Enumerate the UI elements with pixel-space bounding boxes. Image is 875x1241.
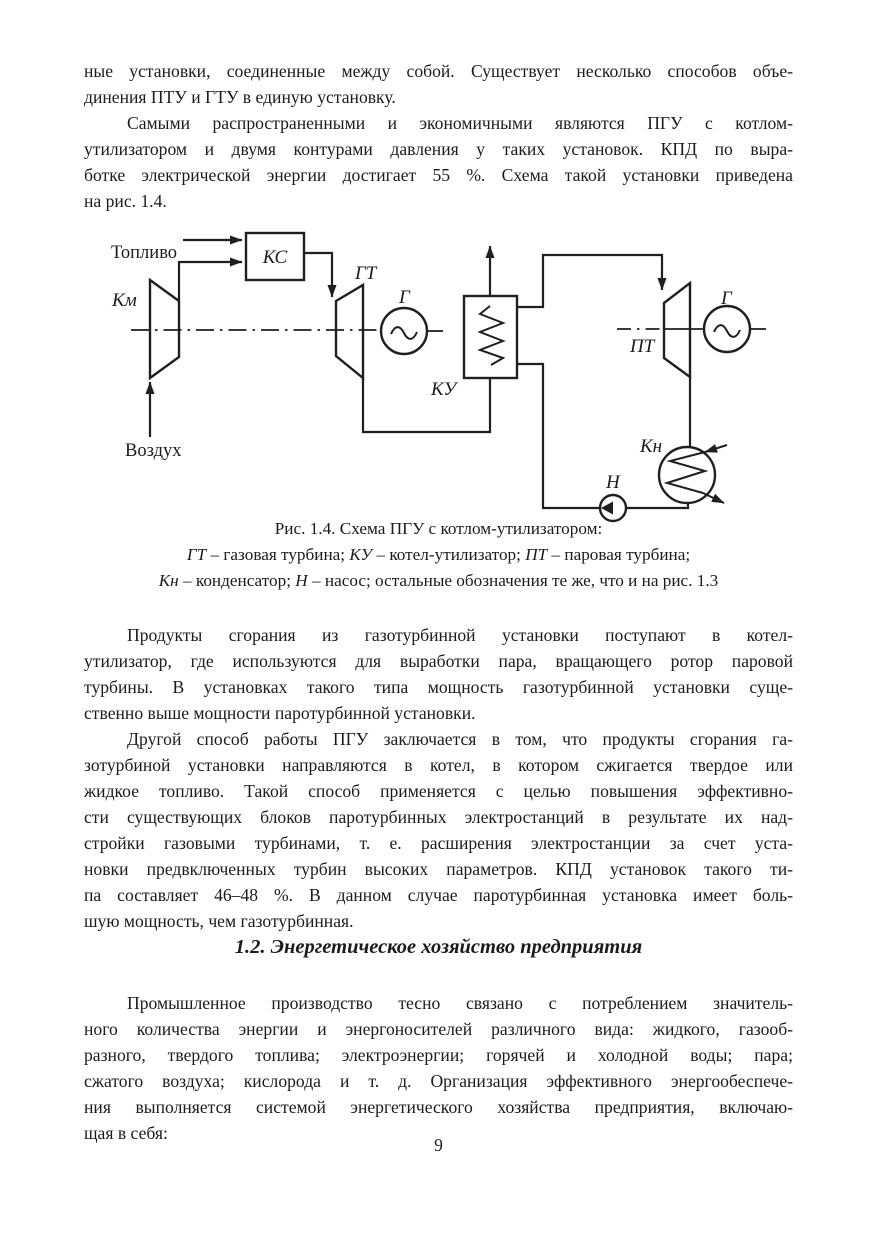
figure-1-4-diagram bbox=[84, 228, 794, 524]
label-pump: Н bbox=[606, 472, 620, 493]
text-line: динения ПТУ и ГТУ в единую установку. bbox=[84, 87, 396, 107]
symbol-abbreviation: Н bbox=[295, 571, 308, 590]
symbol-abbreviation: КУ bbox=[349, 545, 373, 564]
symbol-abbreviation: ПТ bbox=[525, 545, 548, 564]
compressor-symbol bbox=[150, 280, 179, 378]
figure-caption-legend-2 bbox=[84, 568, 793, 594]
section-heading: 1.2. Энергетическое хозяйство предприятия bbox=[234, 936, 643, 958]
condenser-cooling-inlet-arrow bbox=[705, 445, 727, 452]
text-line: утилизатор, где используются для выработки пара, вращающего ротор паровой bbox=[84, 651, 793, 671]
symbol-abbreviation: ГТ bbox=[186, 545, 207, 564]
steam-turbine-symbol bbox=[664, 283, 690, 377]
caption-text: – конденсатор; bbox=[178, 571, 296, 590]
paragraph-5 bbox=[84, 990, 793, 1146]
combustor-outlet-line bbox=[304, 253, 332, 297]
text-line: ственно выше мощности паротурбинной установки. bbox=[84, 703, 476, 723]
text-line: ния выполняется системой энергетического хозяйства предприятия, включаю- bbox=[84, 1097, 793, 1117]
label-generator-right: Г bbox=[721, 288, 732, 309]
label-boiler-utilizer: КУ bbox=[431, 379, 457, 400]
text-line: ботке электрической энергии достигает 55 %. Схема такой установки приведена bbox=[84, 165, 793, 185]
text-line: турбины. В установках такого типа мощность газотурбинной установки суще- bbox=[84, 677, 793, 697]
text-line: ные установки, соединенные между собой. Существует несколько способов объе- bbox=[84, 61, 793, 81]
text-line: Продукты сгорания из газотурбинной установки поступают в котел- bbox=[127, 625, 793, 645]
label-generator-left: Г bbox=[399, 287, 410, 308]
text-line: утилизатором и двумя контурами давления у таких установок. КПД по выра- bbox=[84, 139, 793, 159]
text-line: разного, твердого топлива; электроэнергии; горячей и холодной воды; пара; bbox=[84, 1045, 793, 1065]
figure-caption bbox=[84, 516, 793, 594]
label-combustion-chamber: КС bbox=[262, 247, 288, 268]
symbol-abbreviation: Кн bbox=[158, 571, 179, 590]
caption-text: – паровая турбина; bbox=[547, 545, 691, 564]
gas-turbine-symbol bbox=[336, 285, 363, 378]
text-line: сжатого воздуха; кислорода и т. д. Организация эффективного энергообеспече- bbox=[84, 1071, 793, 1091]
paragraph-1 bbox=[84, 58, 793, 110]
text-line: новки предвключенных турбин высоких параметров. КПД установок такого ти- bbox=[84, 859, 793, 879]
steam-line-boiler-to-turbine bbox=[517, 255, 662, 307]
page-number: 9 bbox=[434, 1135, 443, 1155]
paragraph-2 bbox=[84, 110, 793, 214]
label-steam-turbine: ПТ bbox=[630, 336, 655, 357]
label-gas-turbine: ГТ bbox=[355, 263, 377, 284]
text-line: сти существующих блоков паротурбинных электростанций в результате их над- bbox=[84, 807, 793, 827]
text-line: стройки газовыми турбинами, т. е. расширения электростанции за счет уста- bbox=[84, 833, 793, 853]
text-line: Другой способ работы ПГУ заключается в том, что продукты сгорания га- bbox=[127, 729, 793, 749]
text-line: щая в себя: bbox=[84, 1123, 168, 1143]
text-line: зотурбиной установки направляются в котел, в котором сжигается твердое или bbox=[84, 755, 793, 775]
gas-duct-turbine-to-boiler bbox=[363, 378, 490, 432]
label-condenser: Кн bbox=[640, 436, 663, 457]
text-line: ного количества энергии и энергоносителей различного вида: жидкого, газооб- bbox=[84, 1019, 793, 1039]
figure-caption-legend-1 bbox=[84, 542, 793, 568]
text-line: шую мощность, чем газотурбинная. bbox=[84, 911, 354, 931]
paragraph-3 bbox=[84, 622, 793, 726]
condenser-cooling-outlet-arrow bbox=[703, 493, 724, 503]
label-compressor: Км bbox=[112, 290, 137, 311]
caption-text: – котел-утилизатор; bbox=[372, 545, 526, 564]
text-line: Промышленное производство тесно связано с потреблением значитель- bbox=[127, 993, 793, 1013]
label-air: Воздух bbox=[125, 441, 182, 461]
text-line: Самыми распространенными и экономичными являются ПГУ с котлом- bbox=[127, 113, 793, 133]
text-line: жидкое топливо. Такой способ применяется с целью повышения эффективно- bbox=[84, 781, 793, 801]
caption-text: – газовая турбина; bbox=[206, 545, 350, 564]
caption-text: – насос; остальные обозначения те же, что и на рис. 1.3 bbox=[307, 571, 719, 590]
figure-caption-title: Рис. 1.4. Схема ПГУ с котлом-утилизатором: bbox=[274, 519, 603, 538]
label-fuel: Топливо bbox=[111, 243, 178, 263]
text-line: па составляет 46–48 %. В данном случае паротурбинная установка имеет боль- bbox=[84, 885, 793, 905]
text-line: на рис. 1.4. bbox=[84, 191, 167, 211]
paragraph-4 bbox=[84, 726, 793, 934]
